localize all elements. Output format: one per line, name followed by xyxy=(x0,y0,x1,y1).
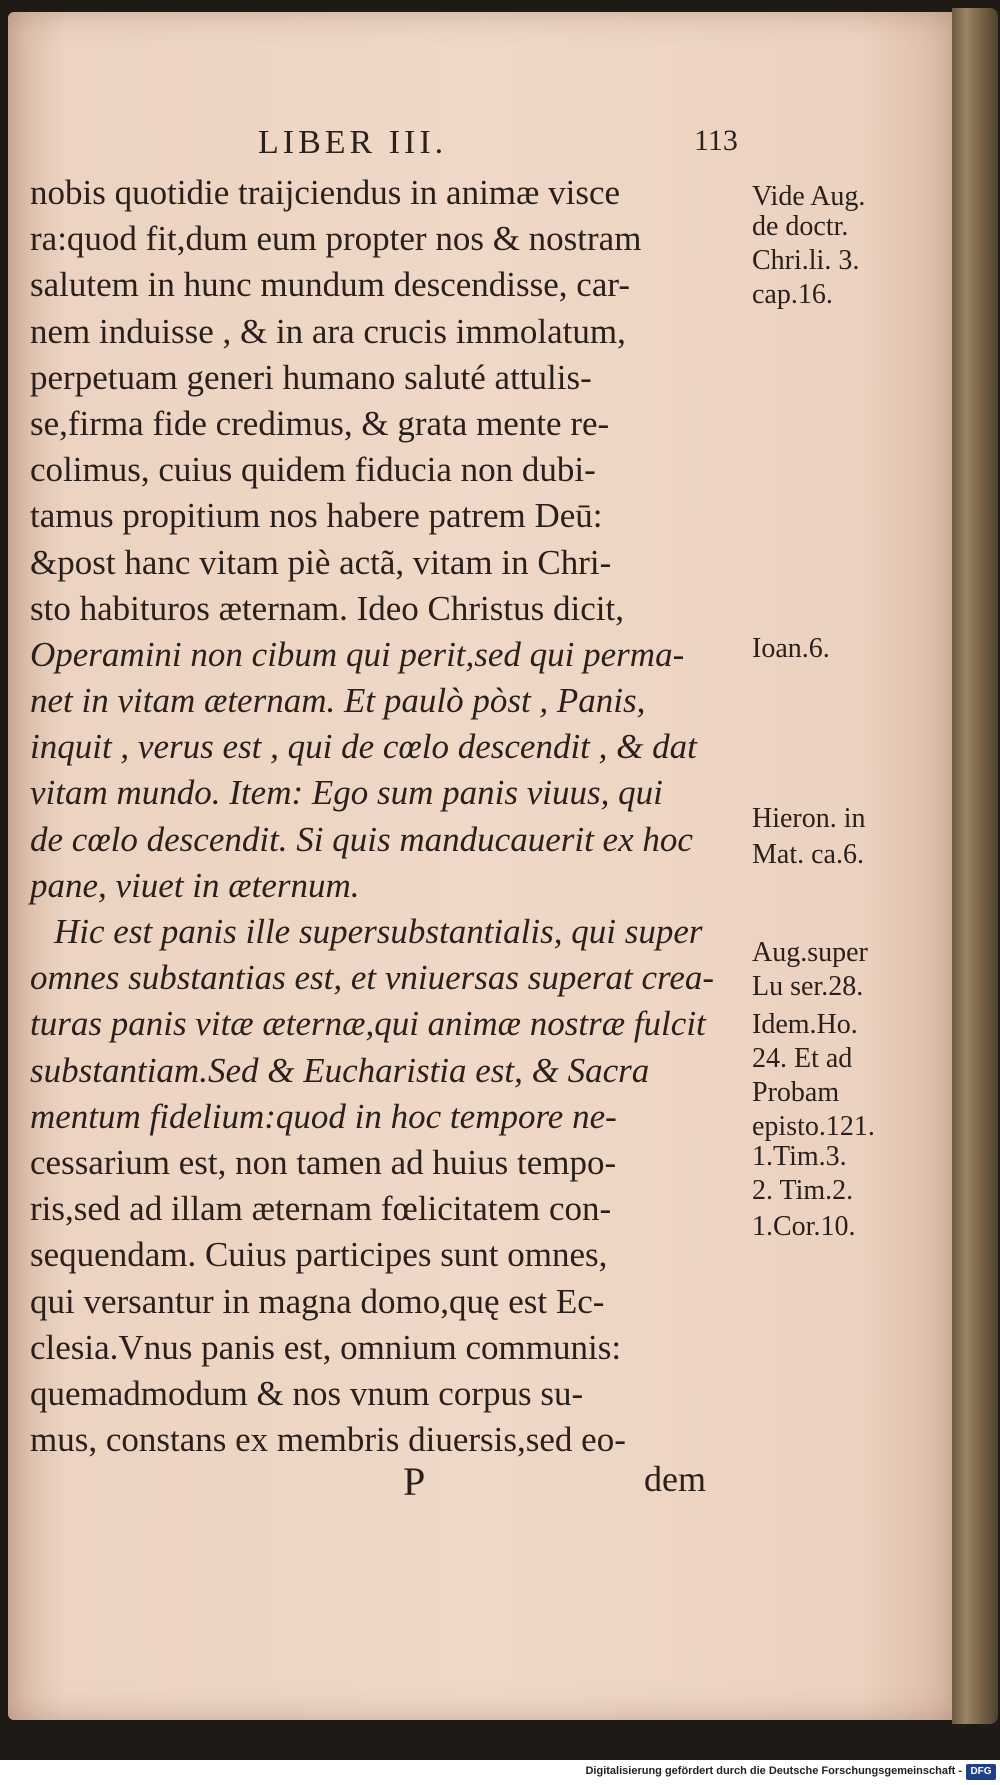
text-line: ra:quod fit,dum eum propter nos & nostram xyxy=(30,219,642,259)
text-line: de cœlo descendit. Si quis manducauerit ex hoc xyxy=(30,819,693,859)
text-line: ris,sed ad illam æternam fœlicitatem con- xyxy=(30,1189,612,1229)
digitization-credit: Digitalisierung gefördert durch die Deutsche Forschungsgemeinschaft - xyxy=(585,1765,962,1777)
text-line: mus, constans ex membris diuersis,sed eo- xyxy=(30,1420,626,1460)
marginal-note: Ioan.6. xyxy=(752,633,830,664)
digitization-footer xyxy=(0,1760,1000,1785)
dfg-logo: DFG xyxy=(966,1764,996,1780)
marginal-note: Mat. ca.6. xyxy=(752,839,864,870)
book-spine xyxy=(952,8,998,1724)
marginal-note: 2. Tim.2. xyxy=(752,1175,854,1206)
marginal-note: Lu ser.28. xyxy=(752,971,864,1002)
marginal-note: Idem.Ho. xyxy=(752,1009,858,1040)
text-line: colimus, cuius quidem fiducia non dubi- xyxy=(30,450,596,490)
marginal-note: episto.121. xyxy=(752,1111,875,1142)
text-line: pane, viuet in æternum. xyxy=(30,865,360,905)
text-line: cessarium est, non tamen ad huius tempo- xyxy=(30,1142,617,1182)
marginal-note: Probam xyxy=(752,1077,840,1108)
page-number: 113 xyxy=(694,124,738,157)
marginal-note: Hieron. in xyxy=(752,803,866,834)
book-page xyxy=(8,12,956,1720)
marginal-note: Chri.li. 3. xyxy=(752,245,860,276)
text-line: salutem in hunc mundum descendisse, car- xyxy=(30,265,630,305)
text-line: turas panis vitæ æternæ,qui animæ nostræ fulcit xyxy=(30,1004,706,1044)
text-line: net in vitam æternam. Et paulò pòst , Panis, xyxy=(30,681,646,721)
page-header xyxy=(8,124,956,164)
text-line: quemadmodum & nos vnum corpus su- xyxy=(30,1373,584,1413)
text-line: clesia.Vnus panis est, omnium communis: xyxy=(30,1327,622,1367)
marginal-note: cap.16. xyxy=(752,279,833,310)
marginal-note: 1.Cor.10. xyxy=(752,1211,856,1242)
text-line: perpetuam generi humano saluté attulis- xyxy=(30,357,592,397)
text-line: nem induisse , & in ara crucis immolatum, xyxy=(30,311,626,351)
main-text xyxy=(30,170,875,1463)
text-line: omnes substantias est, et vniuersas superat crea- xyxy=(30,958,715,998)
text-line: mentum fidelium:quod in hoc tempore ne- xyxy=(30,1096,617,1136)
text-line: Operamini non cibum qui perit,sed qui perma- xyxy=(30,634,685,674)
marginal-note: 24. Et ad xyxy=(752,1043,853,1074)
text-line: sto habituros æternam. Ideo Christus dicit, xyxy=(30,588,624,628)
text-line: tamus propitium nos habere patrem Deū: xyxy=(30,496,603,536)
signature-mark: P xyxy=(403,1459,426,1504)
text-line: se,firma fide credimus, & grata mente re- xyxy=(30,403,610,443)
text-line: vitam mundo. Item: Ego sum panis viuus, qui xyxy=(30,773,663,813)
text-line: nobis quotidie traijciendus in animæ visce xyxy=(30,173,621,212)
text-line: substantiam.Sed & Eucharistia est, & Sacra xyxy=(30,1050,650,1090)
running-head: LIBER III. xyxy=(258,124,448,161)
catchword: dem xyxy=(644,1459,706,1499)
text-line: inquit , verus est , qui de cœlo descendit , & dat xyxy=(30,727,697,767)
text-line: Hic est panis ille supersubstantialis, qui super xyxy=(54,912,703,951)
marginal-note: Vide Aug. xyxy=(752,181,866,212)
text-line: &post hanc vitam piè actã, vitam in Chri- xyxy=(30,542,612,582)
marginal-note: de doctr. xyxy=(752,211,849,242)
text-line: qui versantur in magna domo,quę est Ec- xyxy=(30,1281,605,1321)
text-line: sequendam. Cuius participes sunt omnes, xyxy=(30,1235,608,1275)
marginal-note: Aug.super xyxy=(752,937,868,968)
marginal-note: 1.Tim.3. xyxy=(752,1141,847,1172)
